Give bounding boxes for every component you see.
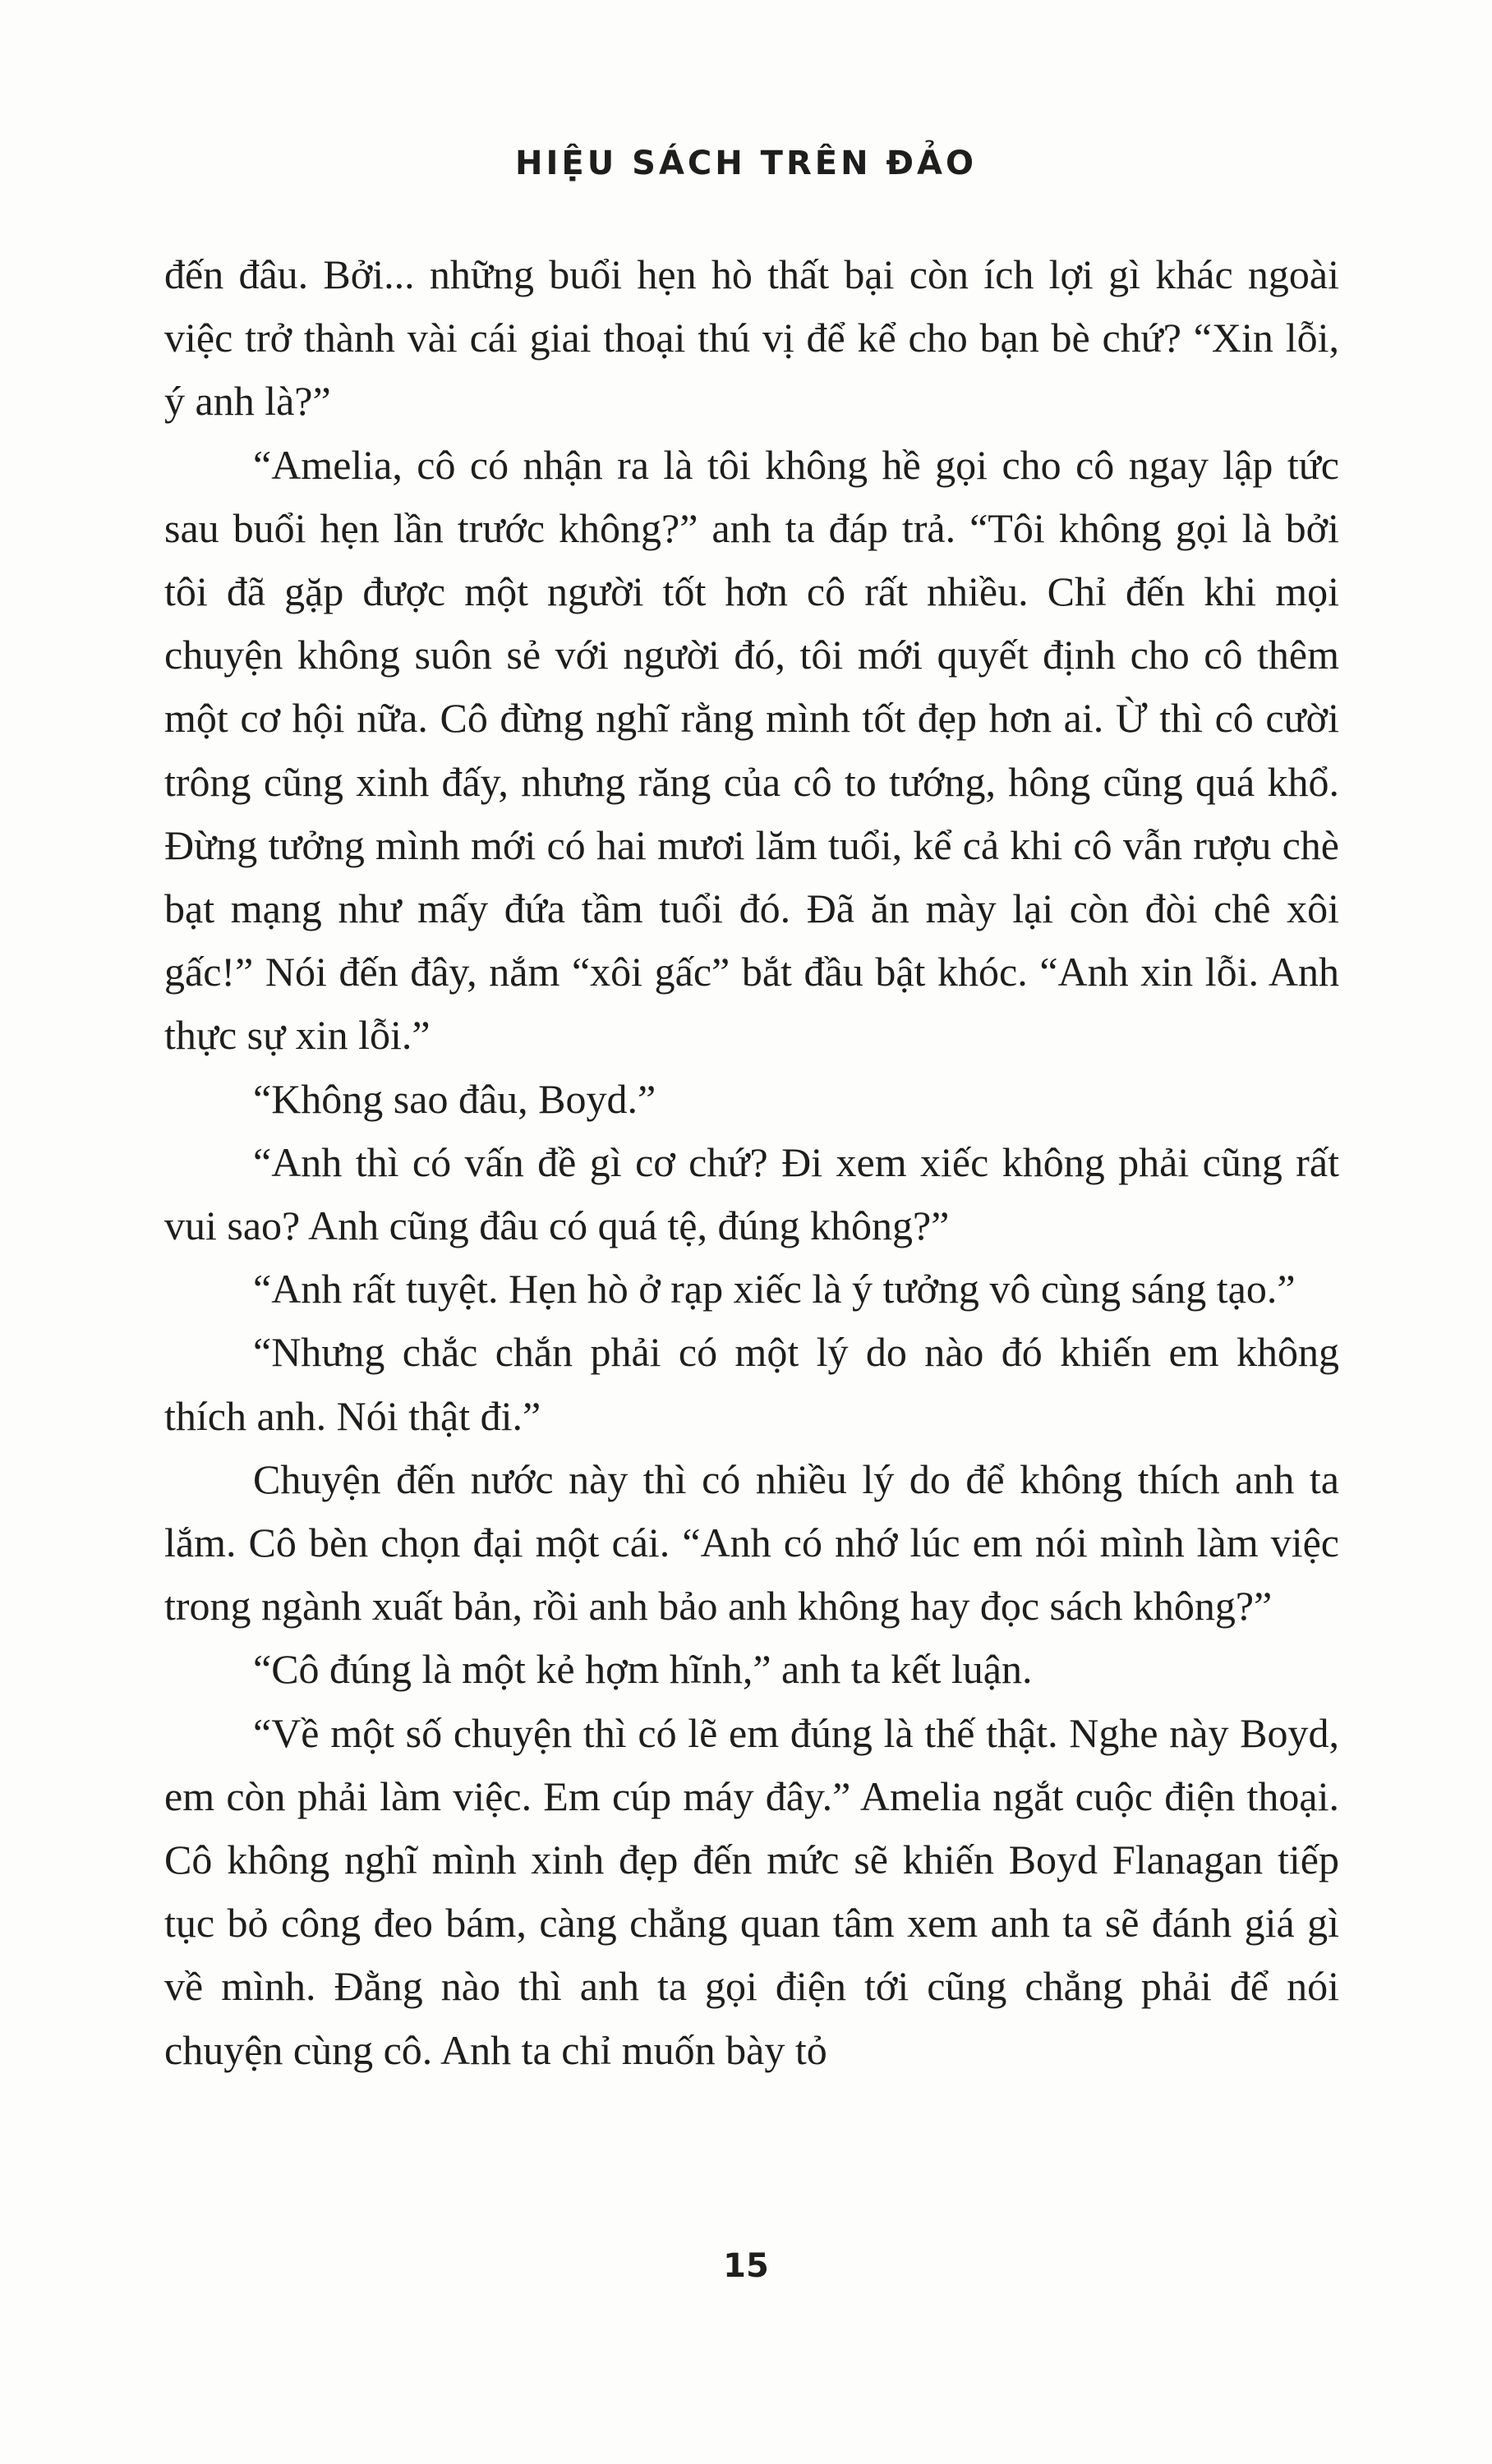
paragraph: “Anh thì có vấn đề gì cơ chứ? Đi xem xiếc không phải cũng rất vui sao? Anh cũng đâu có quá tệ, đúng không?” [164,1138,1339,1249]
paragraph: Chuyện đến nước này thì có nhiều lý do để không thích anh ta lắm. Cô bèn chọn đại một cái. “Anh có nhớ lúc em nói mình làm việc trong ngành xuất bản, rồi anh bảo anh không hay đọc sách không?” [164,1455,1339,1630]
paragraph: “Về một số chuyện thì có lẽ em đúng là thế thật. Nghe này Boyd, em còn phải làm việc. Em cúp máy đây.” Amelia ngắt cuộc điện thoại. Cô không nghĩ mình xinh đẹp đến mức sẽ khiến Boyd Flanagan tiếp tục bỏ công đeo bám, càng chẳng quan tâm xem anh ta sẽ đánh giá gì về mình. Đằng nào thì anh ta gọi điện tới cũng chẳng phải để nói chuyện cùng cô. Anh ta chỉ muốn bày tỏ [164,1709,1339,2073]
running-header-title: HIỆU SÁCH TRÊN ĐẢO [515,145,977,182]
body-text [164,243,1339,2082]
paragraph: “Không sao đâu, Boyd.” [253,1075,656,1122]
paragraph: “Anh rất tuyệt. Hẹn hò ở rạp xiếc là ý tưởng vô cùng sáng tạo.” [253,1266,1296,1312]
paragraph: “Amelia, cô có nhận ra là tôi không hề gọi cho cô ngay lập tức sau buổi hẹn lần trước không?” anh ta đáp trả. “Tôi không gọi là bởi tôi đã gặp được một người tốt hơn cô rất nhiều. Chỉ đến khi mọi chuyện không suôn sẻ với người đó, tôi mới quyết định cho cô thêm một cơ hội nữa. Cô đừng nghĩ rằng mình tốt đẹp hơn ai. Ừ thì cô cười trông cũng xinh đấy, nhưng răng của cô to tướng, hông cũng quá khổ. Đừng tưởng mình mới có hai mươi lăm tuổi, kể cả khi cô vẫn rượu chè bạt mạng như mấy đứa tầm tuổi đó. Đã ăn mày lại còn đòi chê xôi gấc!” Nói đến đây, nắm “xôi gấc” bắt đầu bật khóc. “Anh xin lỗi. Anh thực sự xin lỗi.” [164,441,1339,1059]
page-number: 15 [723,2247,769,2285]
paragraph: “Cô đúng là một kẻ hợm hĩnh,” anh ta kết luận. [253,1646,1033,1693]
paragraph: “Nhưng chắc chắn phải có một lý do nào đó khiến em không thích anh. Nói thật đi.” [164,1329,1339,1439]
paragraph-continuation: đến đâu. Bởi... những buổi hẹn hò thất bại còn ích lợi gì khác ngoài việc trở thành vài cái giai thoại thú vị để kể cho bạn bè chứ? “Xin lỗi, ý anh là?” [164,251,1339,425]
